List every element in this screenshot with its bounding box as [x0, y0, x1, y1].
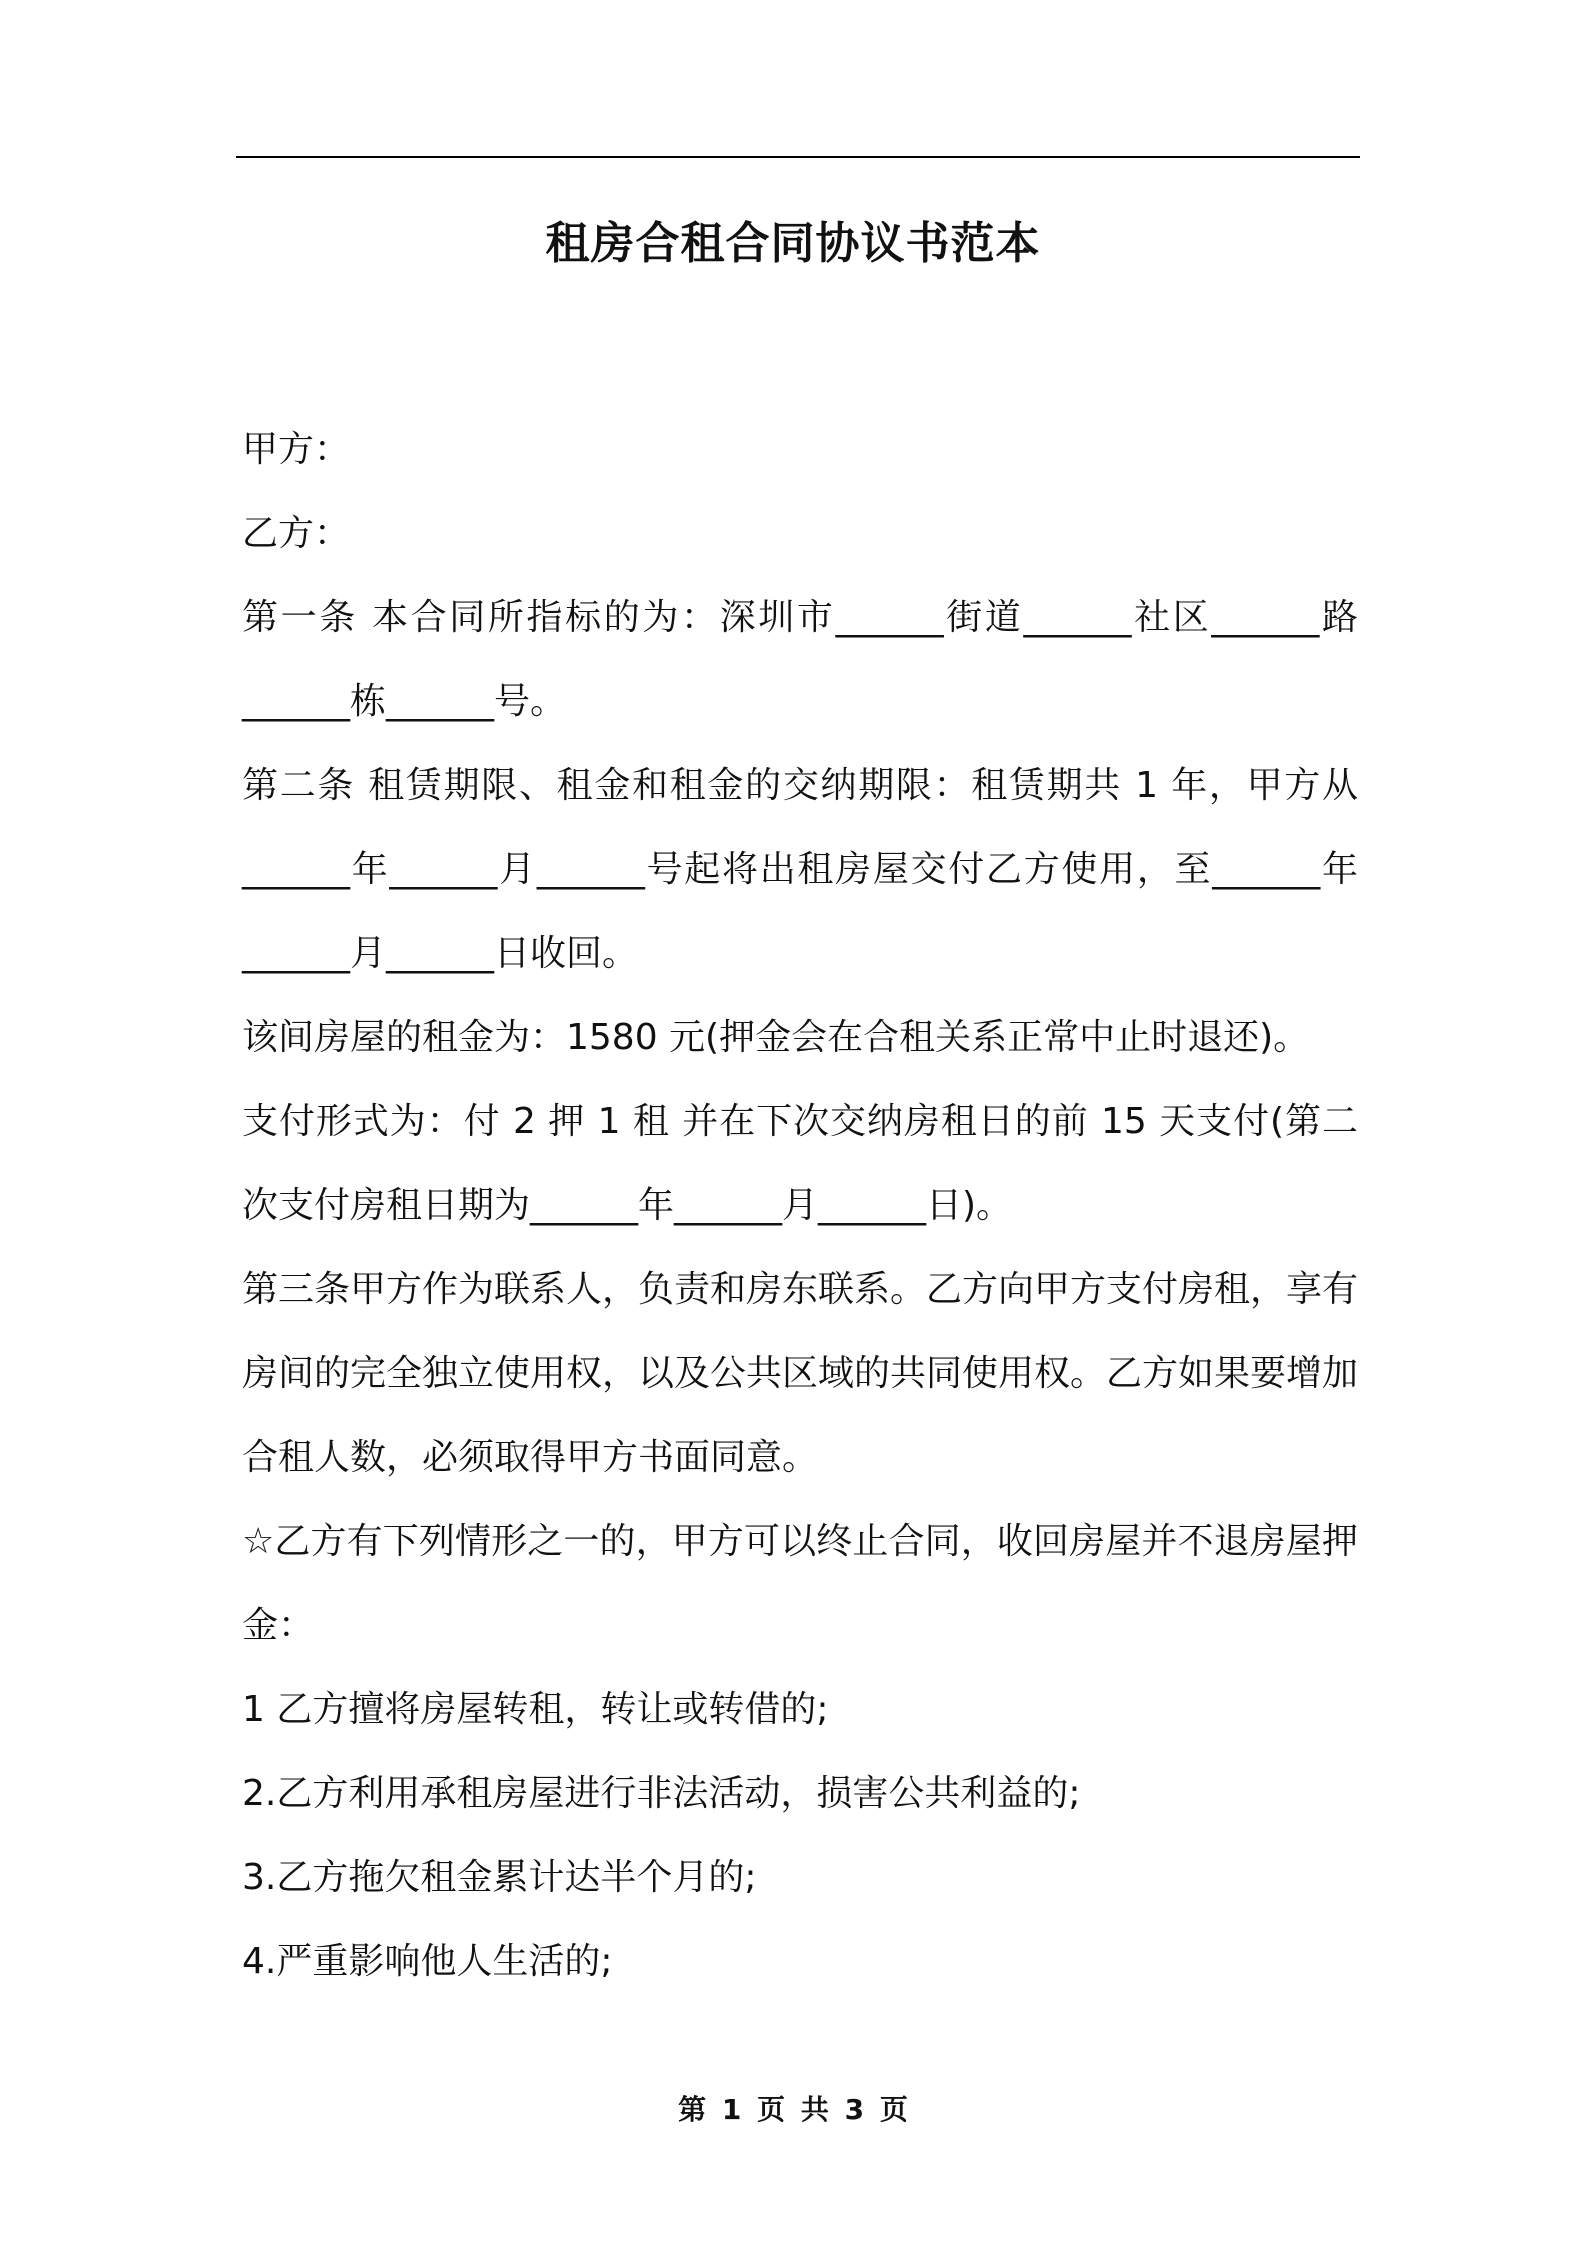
page-number-footer: 第 1 页 共 3 页	[678, 2093, 908, 2126]
party-a-line: 甲方：	[242, 429, 351, 470]
party-b-line: 乙方：	[242, 513, 351, 554]
document-title: 租房合租合同协议书范本	[545, 218, 1041, 269]
condition-item-2: 2.乙方利用承租房屋进行非法活动，损害公共利益的;	[242, 1773, 1081, 1814]
condition-item-4: 4.严重影响他人生活的;	[242, 1941, 613, 1982]
article-3-paragraph: 第三条甲方作为联系人，负责和房东联系。乙方向甲方支付房租，享有房间的完全独立使用权，以及公共区域的共同使用权。乙方如果要增加合租人数，必须取得甲方书面同意。	[242, 1269, 1359, 1478]
document-body	[242, 408, 1358, 2004]
payment-method-paragraph: 支付形式为：付 2 押 1 租 并在下次交纳房租日的前 15 天支付(第二次支付房租日期为______年______月______日)。	[242, 1101, 1358, 1226]
article-2-paragraph: 第二条 租赁期限、租金和租金的交纳期限：租赁期共 1 年，甲方从______年______月______号起将出租房屋交付乙方使用，至______年______月______日收回。	[242, 765, 1358, 974]
header-rule	[236, 156, 1360, 158]
termination-conditions-paragraph: ☆乙方有下列情形之一的，甲方可以终止合同，收回房屋并不退房屋押金：	[242, 1521, 1358, 1646]
condition-item-1: 1 乙方擅将房屋转租，转让或转借的;	[242, 1689, 829, 1730]
condition-item-3: 3.乙方拖欠租金累计达半个月的;	[242, 1857, 757, 1898]
article-1-paragraph: 第一条 本合同所指标的为：深圳市______街道______社区______路______栋______号。	[242, 597, 1358, 722]
rent-amount-paragraph: 该间房屋的租金为：1580 元(押金会在合租关系正常中止时退还)。	[242, 1017, 1310, 1058]
